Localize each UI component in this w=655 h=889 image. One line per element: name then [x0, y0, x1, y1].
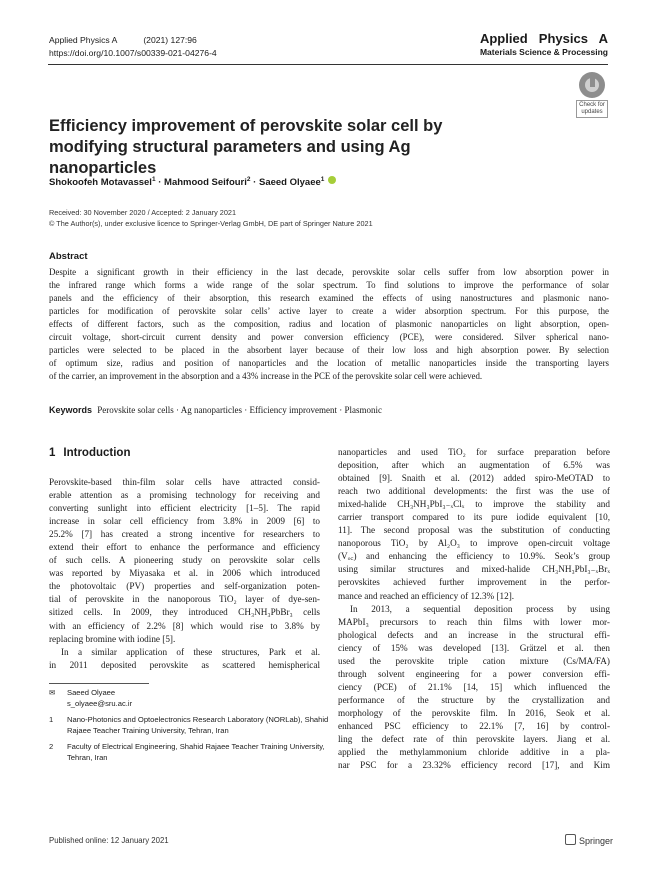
correspondence	[49, 688, 329, 709]
section-number: 1	[49, 447, 56, 459]
affiliation	[49, 742, 329, 763]
text-line: of such cells. A pioneering study on perovskite solar cells	[49, 555, 320, 566]
author-affil-marker: 1	[320, 176, 325, 183]
left-column-text	[49, 476, 320, 672]
text-line: through solvent engineering for a power conversion effi-	[338, 668, 610, 679]
text-line: phological defects and an increase in the structural effi-	[338, 629, 610, 640]
abstract-line: particles were selected to be placed in the absorbent layer because of their low loss and high absorption power. By selection	[49, 345, 609, 355]
text-line: ciency of 15% was developed [13]. Grätzel et al. then	[338, 642, 610, 653]
abstract-line: of optimum size, radius and position of nanoparticles and the location of metallic nanoparticles inside the transporting layers	[49, 358, 609, 368]
text-line: nar PSC for a 23.32% efficiency record [17], and Kim	[338, 760, 610, 771]
text-line: In a similar application of these structures, Park et al.	[61, 646, 320, 657]
published-date: Published online: 12 January 2021	[49, 836, 169, 845]
right-column-text	[338, 446, 610, 772]
author-name: Saeed Olyaee	[258, 177, 321, 189]
received-accepted: Received: 30 November 2020 / Accepted: 2 January 2021	[49, 208, 237, 217]
keywords-label: Keywords	[49, 405, 93, 415]
springer-horse-icon	[565, 834, 576, 845]
affiliation-text: Nano-Photonics and Optoelectronics Research Laboratory (NORLab), Shahid Rajaee Teacher Training University, Tehran, Iran	[67, 715, 329, 735]
section-title: Introduction	[63, 447, 131, 459]
text-line: (Vₒ꜀) and enhancing the efficiency to 10.9%. Seok’s group	[338, 551, 610, 562]
envelope-icon: ✉	[49, 688, 56, 697]
text-line: mance and reached an efficiency of 12.3% [12].	[338, 590, 515, 601]
abstract-line: Despite a significant growth in their efficiency in the last decade, perovskite solar cells suffer from low absorption power in	[49, 267, 609, 277]
text-line: extend their effort to enhance the performance and efficiency	[49, 542, 320, 553]
abstract-line: panels and the efficiency of their absorption, this research examined the effects of using nanostructures and plasmonic nano-	[49, 293, 609, 303]
text-line: performance of the structure by the crystallization and	[338, 694, 610, 705]
text-line: deposition, after which an augmentation of 6.5% was	[338, 460, 610, 471]
text-line: nanoparticles and used TiO₂ for surface preparation before	[338, 447, 610, 457]
journal-name: Applied Physics A	[479, 31, 608, 46]
text-line: mixed-halide CH₃NH₃PbI₃₋ₓClₓ to improve the stability and	[338, 499, 610, 510]
publisher-name: Springer	[579, 836, 614, 846]
running-header	[49, 34, 217, 59]
text-line: erable attention as a promising technology for receiving and	[49, 490, 320, 501]
doi-link[interactable]: https://doi.org/10.1007/s00339-021-04276-4	[49, 47, 217, 58]
article-history	[49, 208, 373, 229]
contact-name: Saeed Olyaee	[67, 688, 116, 697]
abstract-line: effects of different factors, such as the composition, radius and location of plasmonic nanoparticles on light absorption, open-	[49, 319, 609, 329]
contact-email[interactable]: s_olyaee@sru.ac.ir	[67, 698, 133, 708]
author-name: Mahmood Seifouri	[164, 177, 247, 189]
author-name: Shokoofeh Motavassel	[49, 177, 152, 189]
text-line: replacing bromine with iodine [5].	[49, 633, 176, 644]
section-heading	[49, 447, 130, 459]
volume-info: (2021) 127:96	[143, 35, 197, 45]
journal-masthead	[480, 31, 608, 58]
orcid-icon[interactable]	[328, 176, 336, 184]
article-title: Efficiency improvement of perovskite solar cell by modifying structural parameters and using Ag nanoparticles	[49, 117, 443, 177]
text-line: carrier transport compared to its pure iodide equivalent [10,	[338, 512, 610, 523]
text-line: ciency (PCE) of 21.1% [14, 15] which influenced the	[338, 681, 610, 692]
abstract-line: particles for modification of perovskite solar cells’ active layer to create a wider absorption spectrum. For this purpose, the	[49, 306, 609, 316]
affiliation	[49, 715, 329, 736]
abstract-line: of the carrier, an improvement in the absorption and a 43% increase in the PCE of the perovskite solar cell were achieved.	[49, 371, 483, 381]
publisher-logo	[565, 834, 613, 846]
update-icon	[579, 72, 605, 98]
author-list: Shokoofeh Motavassel$^1$ · Mahmood Seifouri$^2$ · Saeed Olyaee$^1$	[49, 176, 336, 188]
keywords	[49, 405, 382, 415]
footnotes	[49, 688, 329, 769]
text-line: tial of perovskite in the nanoporous TiO₂ layer of dye-sen-	[49, 594, 320, 605]
copyright-line: © The Author(s), under exclusive licence to Springer-Verlag GmbH, DE part of Springer Nature 2021	[49, 218, 373, 228]
text-line: applied the methylammonium chloride additive in a pla-	[338, 747, 610, 758]
text-line: increase in solar cell efficiency from 3.8% in 2009 [6] to	[49, 516, 320, 527]
text-line: the photovoltaic (PV) properties and self-organization poten-	[49, 581, 320, 592]
footnote-rule	[49, 683, 149, 684]
text-line: was reported by Miyasaka et al. in 2006 which introduced	[49, 568, 320, 579]
journal-short: Applied Physics A	[49, 35, 118, 45]
text-line: morphology of the perovskite film. In 2016, Seok et al.	[338, 707, 610, 718]
text-line: 25.2% [7] has created a strong incentive for researchers to	[49, 529, 320, 540]
affiliation-number: 2	[49, 742, 54, 751]
abstract-line: circuit voltage, short-circuit current density and power conversion efficiency (PCE), were considered. Silver spherical nano-	[49, 332, 609, 342]
journal-subtitle: Materials Science & Processing	[479, 47, 608, 57]
text-line: ling the defect rate of thin perovskite layers. Jiang et al.	[338, 734, 610, 745]
text-line: In 2013, a sequential deposition process by using	[350, 603, 610, 614]
text-line: perovskites achieved further improvement in the perfor-	[338, 577, 610, 588]
text-line: converting sunlight into efficient electricity [1–5]. The rapid	[49, 503, 320, 514]
text-line: 11]. The second proposal was the substitution of conducting	[338, 525, 610, 536]
text-line: obtained [9]. Snaith et al. (2012) added spiro-MeOTAD to	[338, 473, 610, 484]
text-line: used the perovskite triple cation mixture (Cs/MA/FA)	[338, 655, 610, 666]
text-line: reach two additional developments: the first was the use of	[338, 486, 610, 497]
text-line: Perovskite-based thin-film solar cells have attracted consid-	[49, 477, 320, 487]
author-affil-marker: 1	[151, 176, 156, 183]
text-line: nanoporous TiO₂ by Al₂O₃ to improve open-circuit voltage	[338, 538, 610, 549]
affiliation-text: Faculty of Electrical Engineering, Shahid Rajaee Teacher Training University, Tehran, Iran	[67, 742, 325, 762]
affiliation-number: 1	[49, 715, 54, 724]
check-for-updates-badge[interactable]	[576, 72, 608, 118]
text-line: using similar structures and mixed-halide CH₃NH₃PbI₃₋ₓBrₓ	[338, 564, 610, 575]
text-line: in 2011 deposited perovskite as scattered hemispherical	[49, 659, 320, 670]
check-updates-label: Check for updates	[576, 100, 608, 118]
keywords-list: Perovskite solar cells · Ag nanoparticles · Efficiency improvement · Plasmonic	[97, 405, 383, 415]
abstract-line: the infrared range which forms a wide range of the solar spectrum. To find solutions to improve the performance of solar	[49, 280, 609, 290]
abstract-body	[49, 266, 609, 383]
text-line: with an efficiency of 2.2% [8] which would rise to 3.8% by	[49, 620, 320, 631]
author-affil-marker: 2	[246, 176, 251, 183]
text-line: MAPbI₃ precursors to reach thin films with lower mor-	[338, 616, 610, 627]
abstract-heading: Abstract	[49, 251, 88, 262]
header-rule	[48, 64, 608, 65]
text-line: enhanced PSC efficiency to 22.1% [7, 16] by control-	[338, 720, 610, 731]
text-line: sitized cells. In 2009, they introduced CH₃NH₃PbBr₃ cells	[49, 607, 320, 618]
